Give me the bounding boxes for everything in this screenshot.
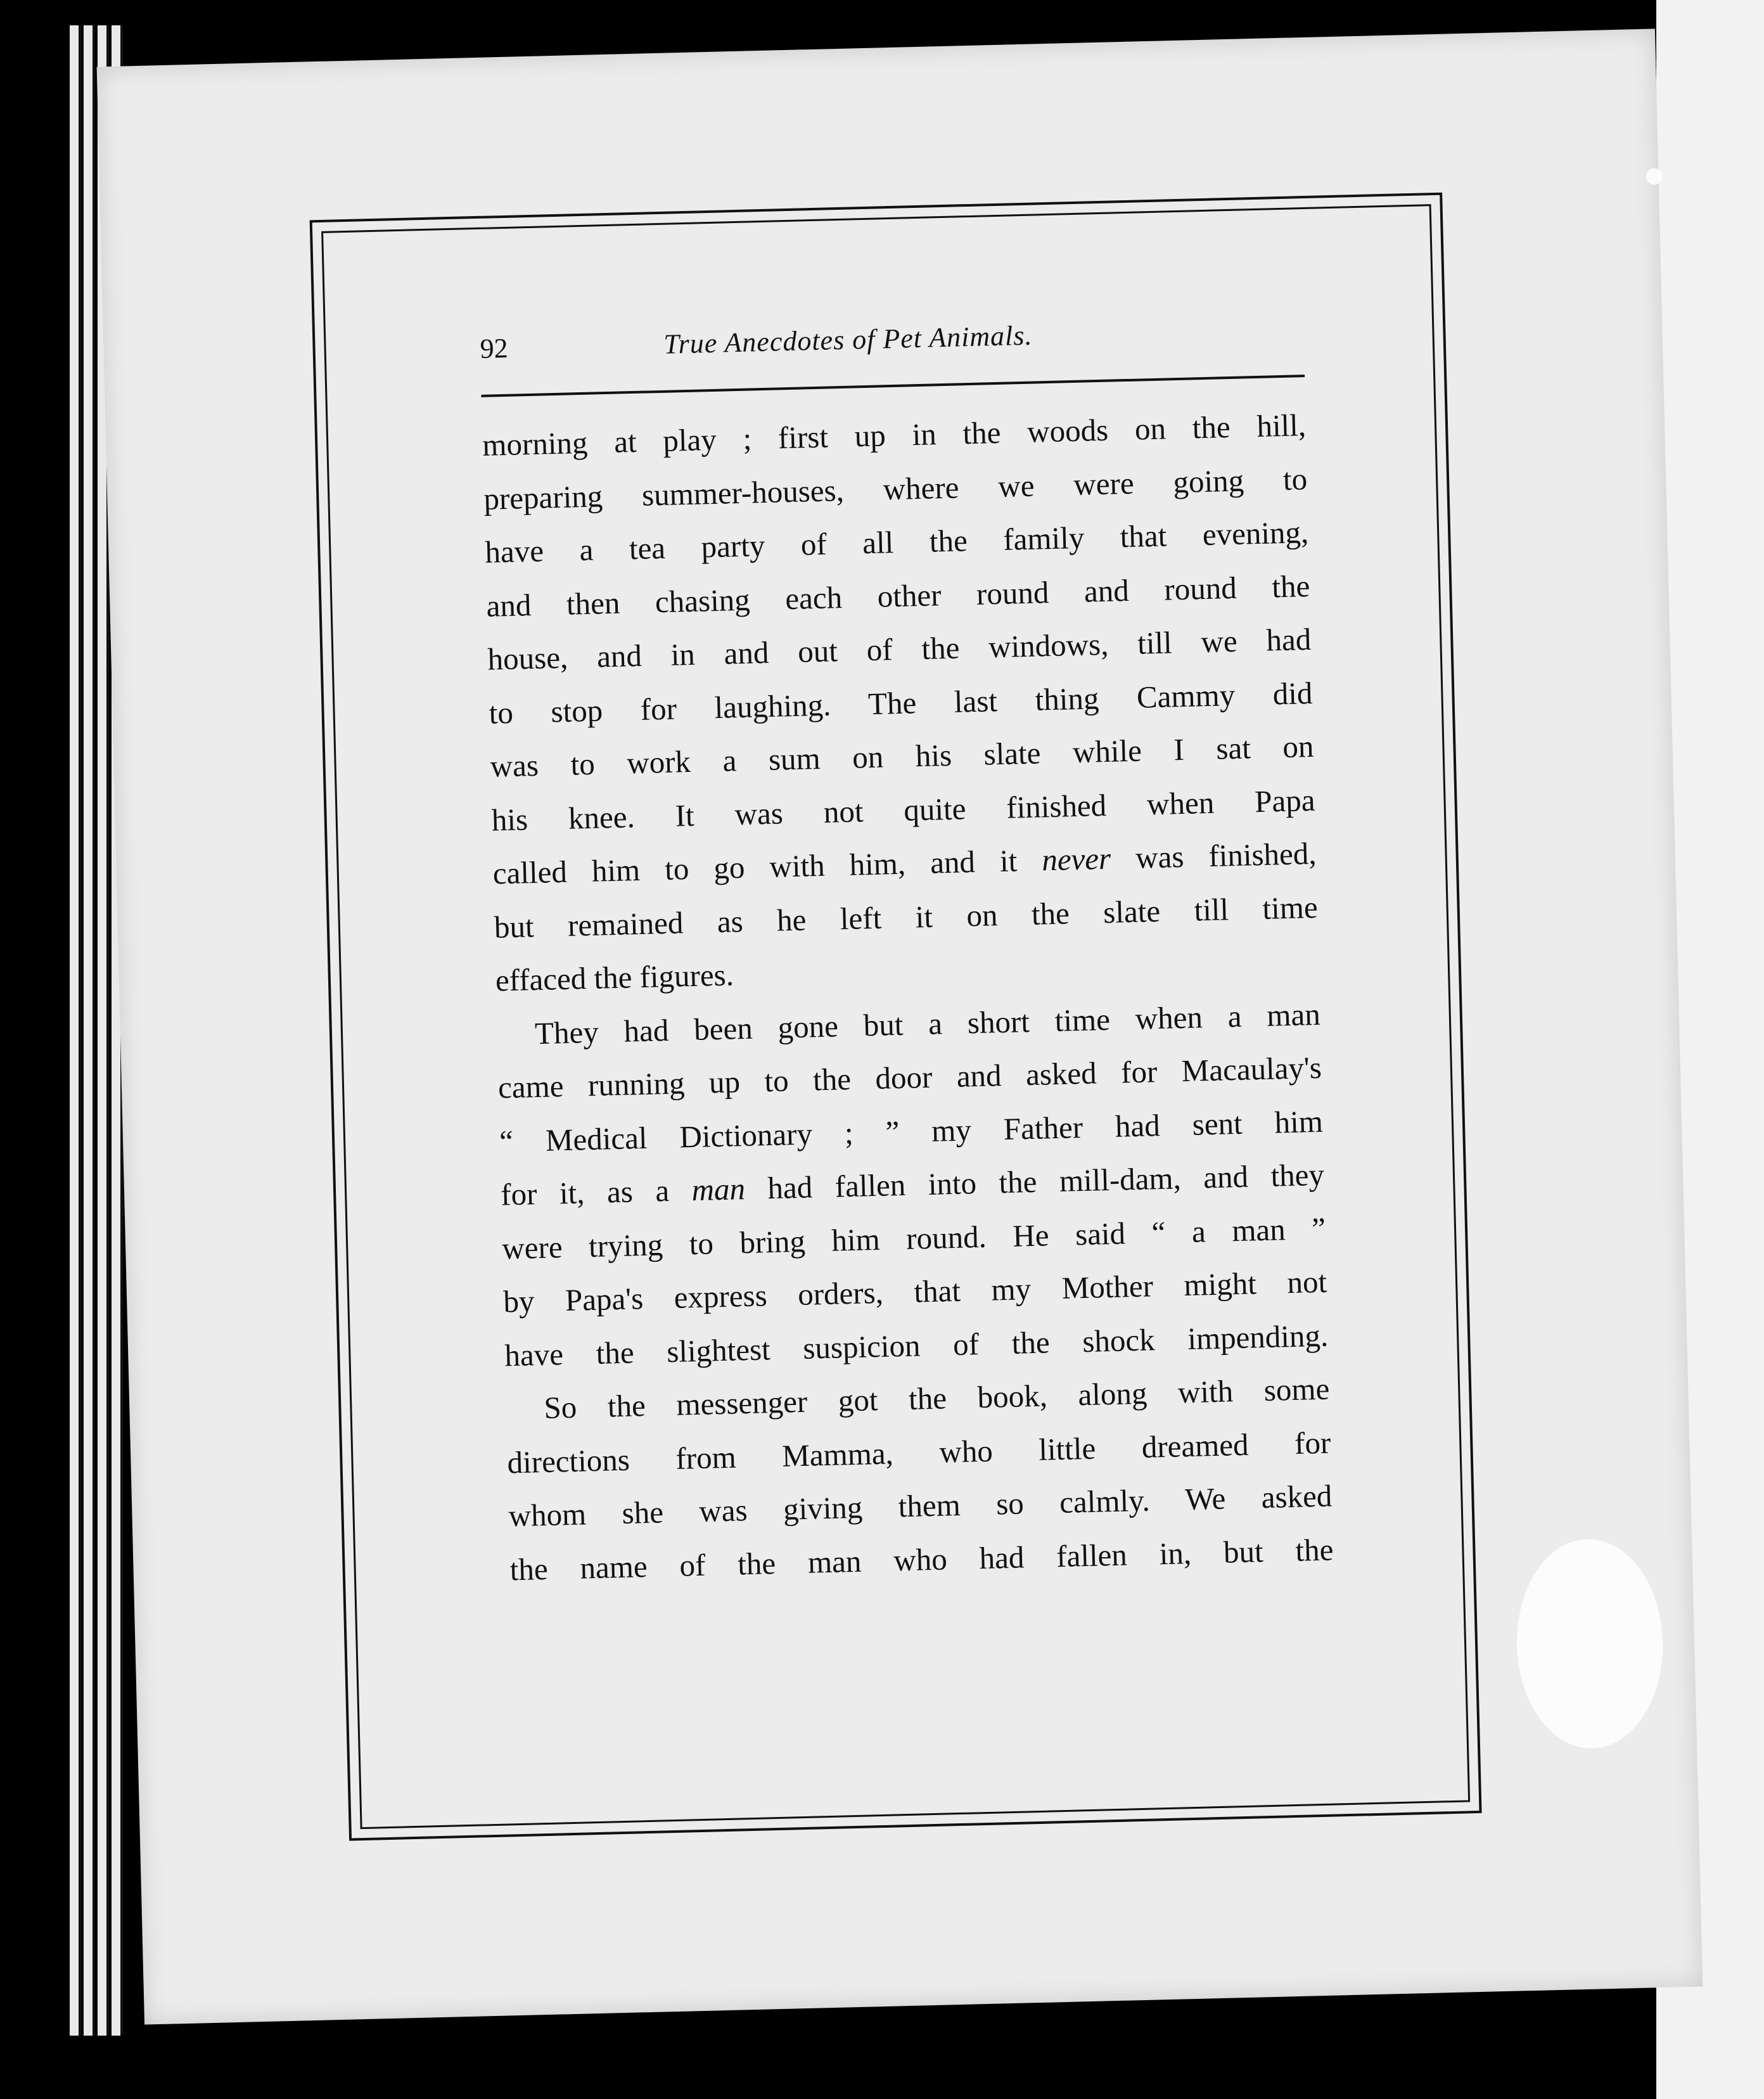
text-line: his knee. It was not quite finished when Papa bbox=[491, 782, 1316, 838]
text-span: was finished, bbox=[1110, 835, 1317, 876]
text-block bbox=[480, 312, 1334, 1596]
text-line: So the messenger got the book, along with some bbox=[543, 1371, 1330, 1425]
text-line: was to work a sum on his slate while I sat on bbox=[490, 728, 1315, 784]
text-line: by Papa's express orders, that my Mother might not bbox=[502, 1264, 1327, 1319]
text-line: directions from Mamma, who little dreamed for bbox=[506, 1425, 1331, 1480]
emphasis-text: never bbox=[1041, 840, 1111, 878]
paragraph-1 bbox=[482, 399, 1319, 1008]
emphasis-text: man bbox=[691, 1171, 746, 1208]
text-span: had fallen into the mill-dam, and they bbox=[745, 1157, 1325, 1207]
text-line: to stop for laughing. The last thing Cammy did bbox=[489, 675, 1313, 731]
page-number: 92 bbox=[480, 332, 509, 364]
text-line: “ Medical Dictionary ; ” my Father had sent him bbox=[499, 1103, 1324, 1159]
text-line: the name of the man who had fallen in, but the bbox=[509, 1532, 1334, 1587]
text-line: came running up to the door and asked for Macaulay's bbox=[497, 1050, 1322, 1105]
text-line: preparing summer-houses, where we were going to bbox=[483, 461, 1308, 517]
page-edge bbox=[70, 25, 81, 2036]
running-head: True Anecdotes of Pet Animals. bbox=[663, 319, 1033, 360]
text-line: house, and in and out of the windows, till we had bbox=[487, 621, 1312, 677]
text-line: have a tea party of all the family that evening, bbox=[484, 515, 1309, 570]
paragraph-2 bbox=[496, 987, 1329, 1382]
text-line: effaced the figures. bbox=[495, 957, 734, 998]
page-edge bbox=[84, 25, 95, 2036]
text-line: whom she was giving them so calmly. We asked bbox=[508, 1478, 1333, 1534]
text-line: They had been gone but a short time when a man bbox=[534, 996, 1321, 1051]
scan-speck bbox=[1514, 1537, 1665, 1750]
text-span: called him to go with him, and it bbox=[492, 842, 1042, 891]
text-line: have the slightest suspicion of the shock impending. bbox=[504, 1318, 1329, 1373]
paragraph-3 bbox=[506, 1363, 1334, 1597]
book-page bbox=[97, 29, 1703, 2024]
page-border-outer bbox=[310, 193, 1482, 1841]
text-line: morning at play ; first up in the woods on the hill, bbox=[482, 408, 1307, 463]
text-line: and then chasing each other round and round the bbox=[485, 568, 1310, 624]
text-span: for it, as a bbox=[500, 1172, 693, 1212]
header-rule bbox=[481, 375, 1305, 397]
text-line: but remained as he left it on the slate till time bbox=[494, 889, 1319, 945]
text-line: were trying to bring him round. He said “ a man ” bbox=[501, 1210, 1326, 1266]
